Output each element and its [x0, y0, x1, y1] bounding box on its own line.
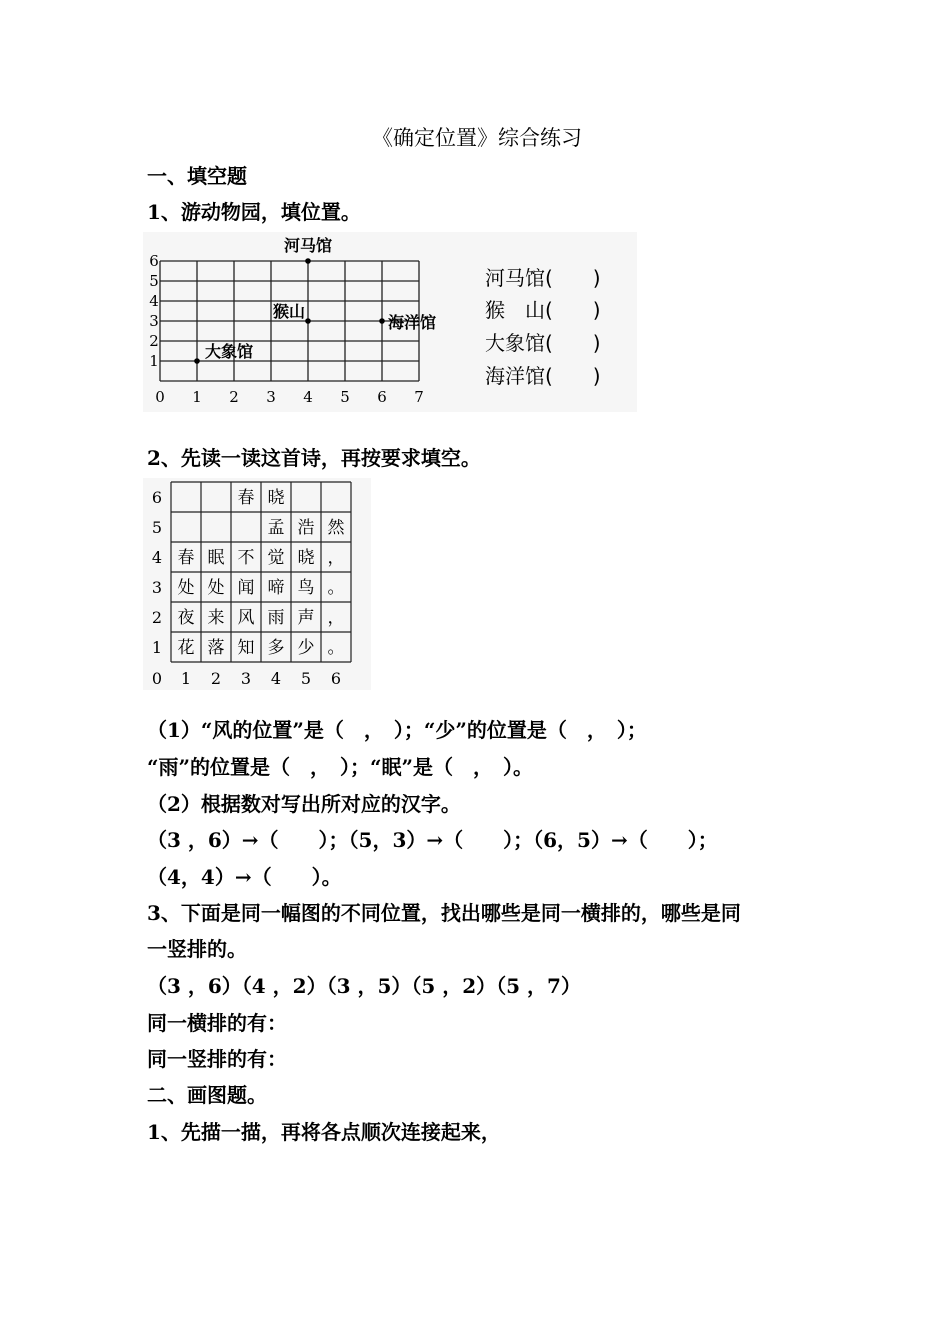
map-point [305, 318, 311, 324]
poem-grid-figure [143, 478, 371, 690]
poem-char: 鸟 [297, 578, 315, 598]
row-label: 5 [151, 518, 163, 537]
zoo-answer-elephant: 大象馆( ) [485, 331, 601, 355]
map-point [379, 318, 385, 324]
poem-char: 春 [177, 548, 195, 568]
row-label: 1 [151, 638, 163, 657]
question-2-part2-line1: （3 ，6）→（ ）；（5，3）→（ ）；（6，5）→（ ）； [147, 828, 718, 852]
poem-char: 闻 [237, 578, 255, 598]
y-tick-label: 5 [149, 272, 159, 290]
question-3-same-column: 同一竖排的有： [147, 1047, 287, 1071]
y-tick-label: 4 [149, 292, 159, 310]
poem-char: 少 [297, 638, 315, 658]
question-2-part1-line1: （1）“风的位置”是（ ， ）；“少”的位置是（ ， ）； [147, 718, 647, 742]
x-tick-label: 7 [414, 388, 424, 406]
x-tick-label: 3 [266, 388, 276, 406]
column-label: 4 [270, 669, 282, 688]
map-point-label: 大象馆 [205, 342, 254, 361]
column-label: 3 [240, 669, 252, 688]
map-point-label: 河马馆 [283, 236, 333, 255]
map-point-label: 猴山 [272, 302, 305, 321]
poem-char: 落 [207, 638, 225, 658]
x-tick-label: 6 [377, 388, 387, 406]
poem-char: 声 [297, 608, 315, 628]
poem-char: 眠 [207, 548, 225, 568]
row-label: 2 [151, 608, 163, 627]
column-label: 5 [300, 669, 312, 688]
y-tick-label: 2 [149, 332, 159, 350]
zoo-answer-hippo: 河马馆( ) [485, 266, 601, 290]
poem-char: 。 [327, 638, 345, 658]
poem-char: 然 [327, 518, 345, 538]
question-2-part2-instruction: （2）根据数对写出所对应的汉字。 [147, 792, 461, 816]
column-label: 2 [210, 669, 222, 688]
zoo-answer-monkey: 猴 山( ) [485, 298, 601, 322]
x-tick-label: 2 [229, 388, 239, 406]
poem-char: 孟 [267, 518, 285, 538]
poem-char: 风 [237, 608, 255, 628]
zoo-answer-ocean: 海洋馆( ) [485, 364, 601, 388]
poem-char: 夜 [177, 608, 195, 628]
poem-char: 晓 [297, 548, 315, 568]
column-label: 1 [180, 669, 192, 688]
poem-char: 浩 [297, 518, 315, 538]
poem-char: 来 [207, 608, 225, 628]
poem-char: 觉 [267, 548, 285, 568]
poem-char: ， [327, 548, 345, 568]
question-2-part2-line2: （4，4）→（ ）。 [147, 865, 342, 889]
x-tick-label: 1 [192, 388, 202, 406]
x-tick-label: 0 [155, 388, 165, 406]
poem-char: 处 [207, 578, 225, 598]
poem-char: 多 [267, 638, 285, 658]
poem-char: 处 [177, 578, 195, 598]
x-tick-label: 5 [340, 388, 350, 406]
y-tick-label: 6 [149, 252, 159, 270]
poem-char: ， [327, 608, 345, 628]
drawing-question-1: 1、先描一描，再将各点顺次连接起来， [147, 1120, 501, 1144]
row-label: 6 [151, 488, 163, 507]
poem-char: 啼 [267, 578, 285, 598]
question-3-line2: 一竖排的。 [147, 937, 247, 961]
column-label: 0 [151, 669, 163, 688]
poem-char: 知 [237, 638, 255, 658]
question-2-part1-line2: “雨”的位置是（ ， ）；“眠”是（ ， ）。 [147, 755, 534, 779]
x-tick-label: 4 [303, 388, 313, 406]
poem-char: 雨 [267, 608, 285, 628]
poem-char: 花 [177, 638, 195, 658]
poem-coordinate-grid [143, 478, 371, 690]
map-point [305, 258, 311, 264]
y-tick-label: 3 [149, 312, 159, 330]
y-tick-label: 1 [149, 352, 159, 370]
column-label: 6 [330, 669, 342, 688]
question-3-pairs: （3 ，6）（4 ，2）（3 ，5）（5 ，2）（5 ，7） [147, 974, 581, 998]
section-drawing-heading: 二、画图题。 [147, 1083, 267, 1107]
question-3-line1: 3、下面是同一幅图的不同位置，找出哪些是同一横排的，哪些是同 [147, 901, 741, 925]
row-label: 3 [151, 578, 163, 597]
row-label: 4 [151, 548, 163, 567]
poem-char: 。 [327, 578, 345, 598]
poem-char: 春 [237, 488, 255, 508]
question-1-text: 1、游动物园，填位置。 [147, 200, 361, 224]
map-point-label: 海洋馆 [388, 313, 437, 332]
question-2-text: 2、先读一读这首诗，再按要求填空。 [147, 446, 481, 470]
poem-char: 不 [237, 548, 255, 568]
section-fill-blank-heading: 一、填空题 [147, 164, 247, 188]
question-3-same-row: 同一横排的有： [147, 1011, 287, 1035]
page-title: 《确定位置》综合练习 [372, 126, 582, 150]
map-point [194, 358, 200, 364]
poem-char: 晓 [267, 488, 285, 508]
